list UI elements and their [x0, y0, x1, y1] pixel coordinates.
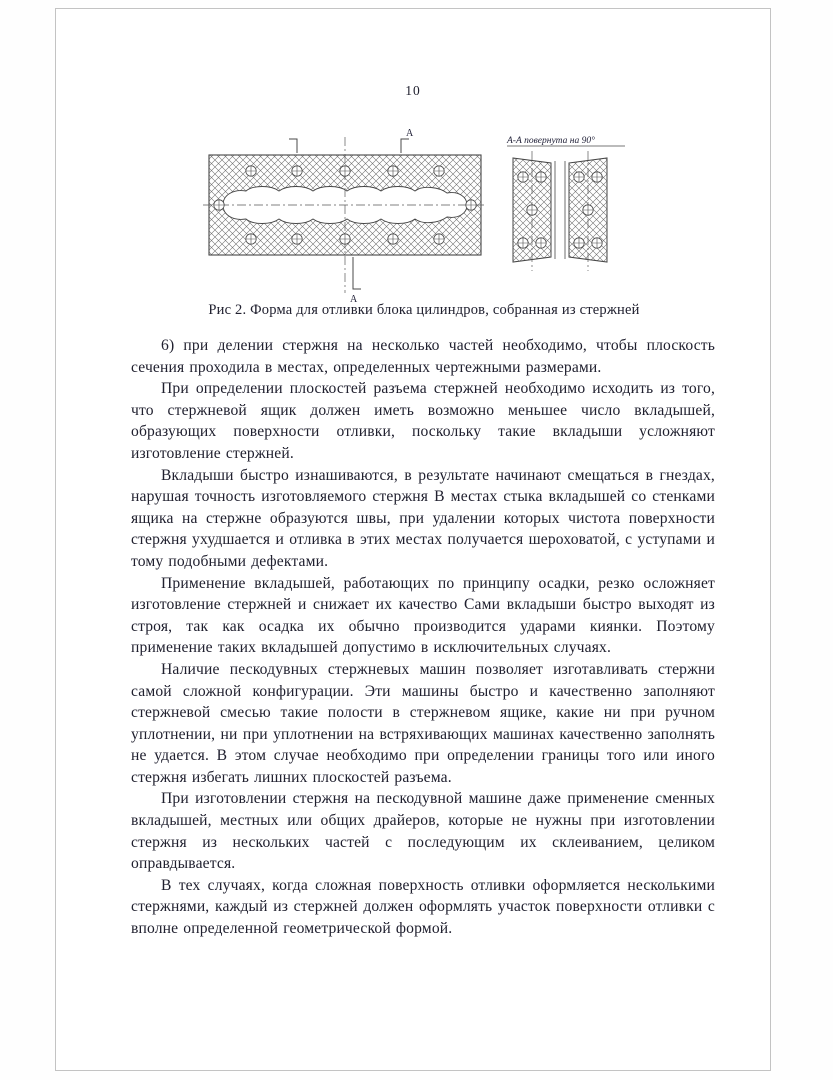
- figure-2-drawing: [201, 125, 641, 307]
- section-label-a-top: А: [406, 128, 414, 139]
- paragraph: При изготовлении стержня на пескодувной машине даже применение сменных вкладышей, местных или общих драйеров, которые не нужны при изготовлении стержня из нескольких частей с последующим их склеиванием, целиком оправдывается.: [131, 790, 715, 873]
- section-mark-a-bottom: [350, 257, 361, 305]
- page-number: 10: [405, 83, 421, 98]
- figure-caption: Рис 2. Форма для отливки блока цилиндров, собранная из стержней: [208, 302, 640, 318]
- paragraph: Применение вкладышей, работающих по принципу осадки, резко осложняет изготовление стержней и снижает их качество Сами вкладыши быстро выходят из строя, так как осадка их обычно производится ударами киянки. Поэтому применение таких вкладышей допустимо в исключительных случаях.: [131, 574, 715, 657]
- paragraph: При определении плоскостей разъема стержней необходимо исходить из того, что стержневой ящик должен иметь возможно меньшее число вкладышей, образующих поверхности отливки, поскольку такие вкладыши усложняют изготовление стержней.: [131, 380, 715, 462]
- section-view-title: А-А повернута на 90°: [507, 136, 595, 146]
- mold-plan-view: [203, 128, 487, 305]
- section-label-a-bottom: А: [350, 294, 358, 305]
- mold-drawing-svg: [201, 125, 641, 307]
- document-page: [55, 8, 771, 1071]
- section-mark-a-top: [401, 128, 414, 153]
- body-text: [131, 335, 715, 940]
- paragraph: 6) при делении стержня на несколько частей необходимо, чтобы плоскость сечения проходила в местах, определенных чертежными размерами.: [131, 337, 715, 376]
- paragraph: Вкладыши быстро изнашиваются, в результате начинают смещаться в гнездах, нарушая точность изготовляемого стержня В местах стыка вкладышей со стенками ящика на стержне образуются швы, при удалении которых чистота поверхности стержня ухудшается и отливка в этих местах получается шероховатой, с уступами и тому подобными дефектами.: [131, 466, 715, 570]
- section-mark-top-tick: [289, 139, 297, 153]
- paragraph: Наличие пескодувных стержневых машин позволяет изготавливать стержни самой сложной конфигурации. Эти машины быстро и качественно заполняют стержневой смесью такие полости в стержневом ящике, какие ни при ручном уплотнении, ни при уплотнении на встряхивающих машинах качественно заполнять не удается. В этом случае необходимо при определении границы того или иного стержня избегать лишних плоскостей разъема.: [131, 660, 715, 786]
- paragraph: В тех случаях, когда сложная поверхность отливки оформляется несколькими стержнями, каждый из стержней должен оформлять участок поверхности отливки с вполне определенной геометрической формой.: [131, 876, 715, 938]
- section-view-a-a: [506, 135, 625, 271]
